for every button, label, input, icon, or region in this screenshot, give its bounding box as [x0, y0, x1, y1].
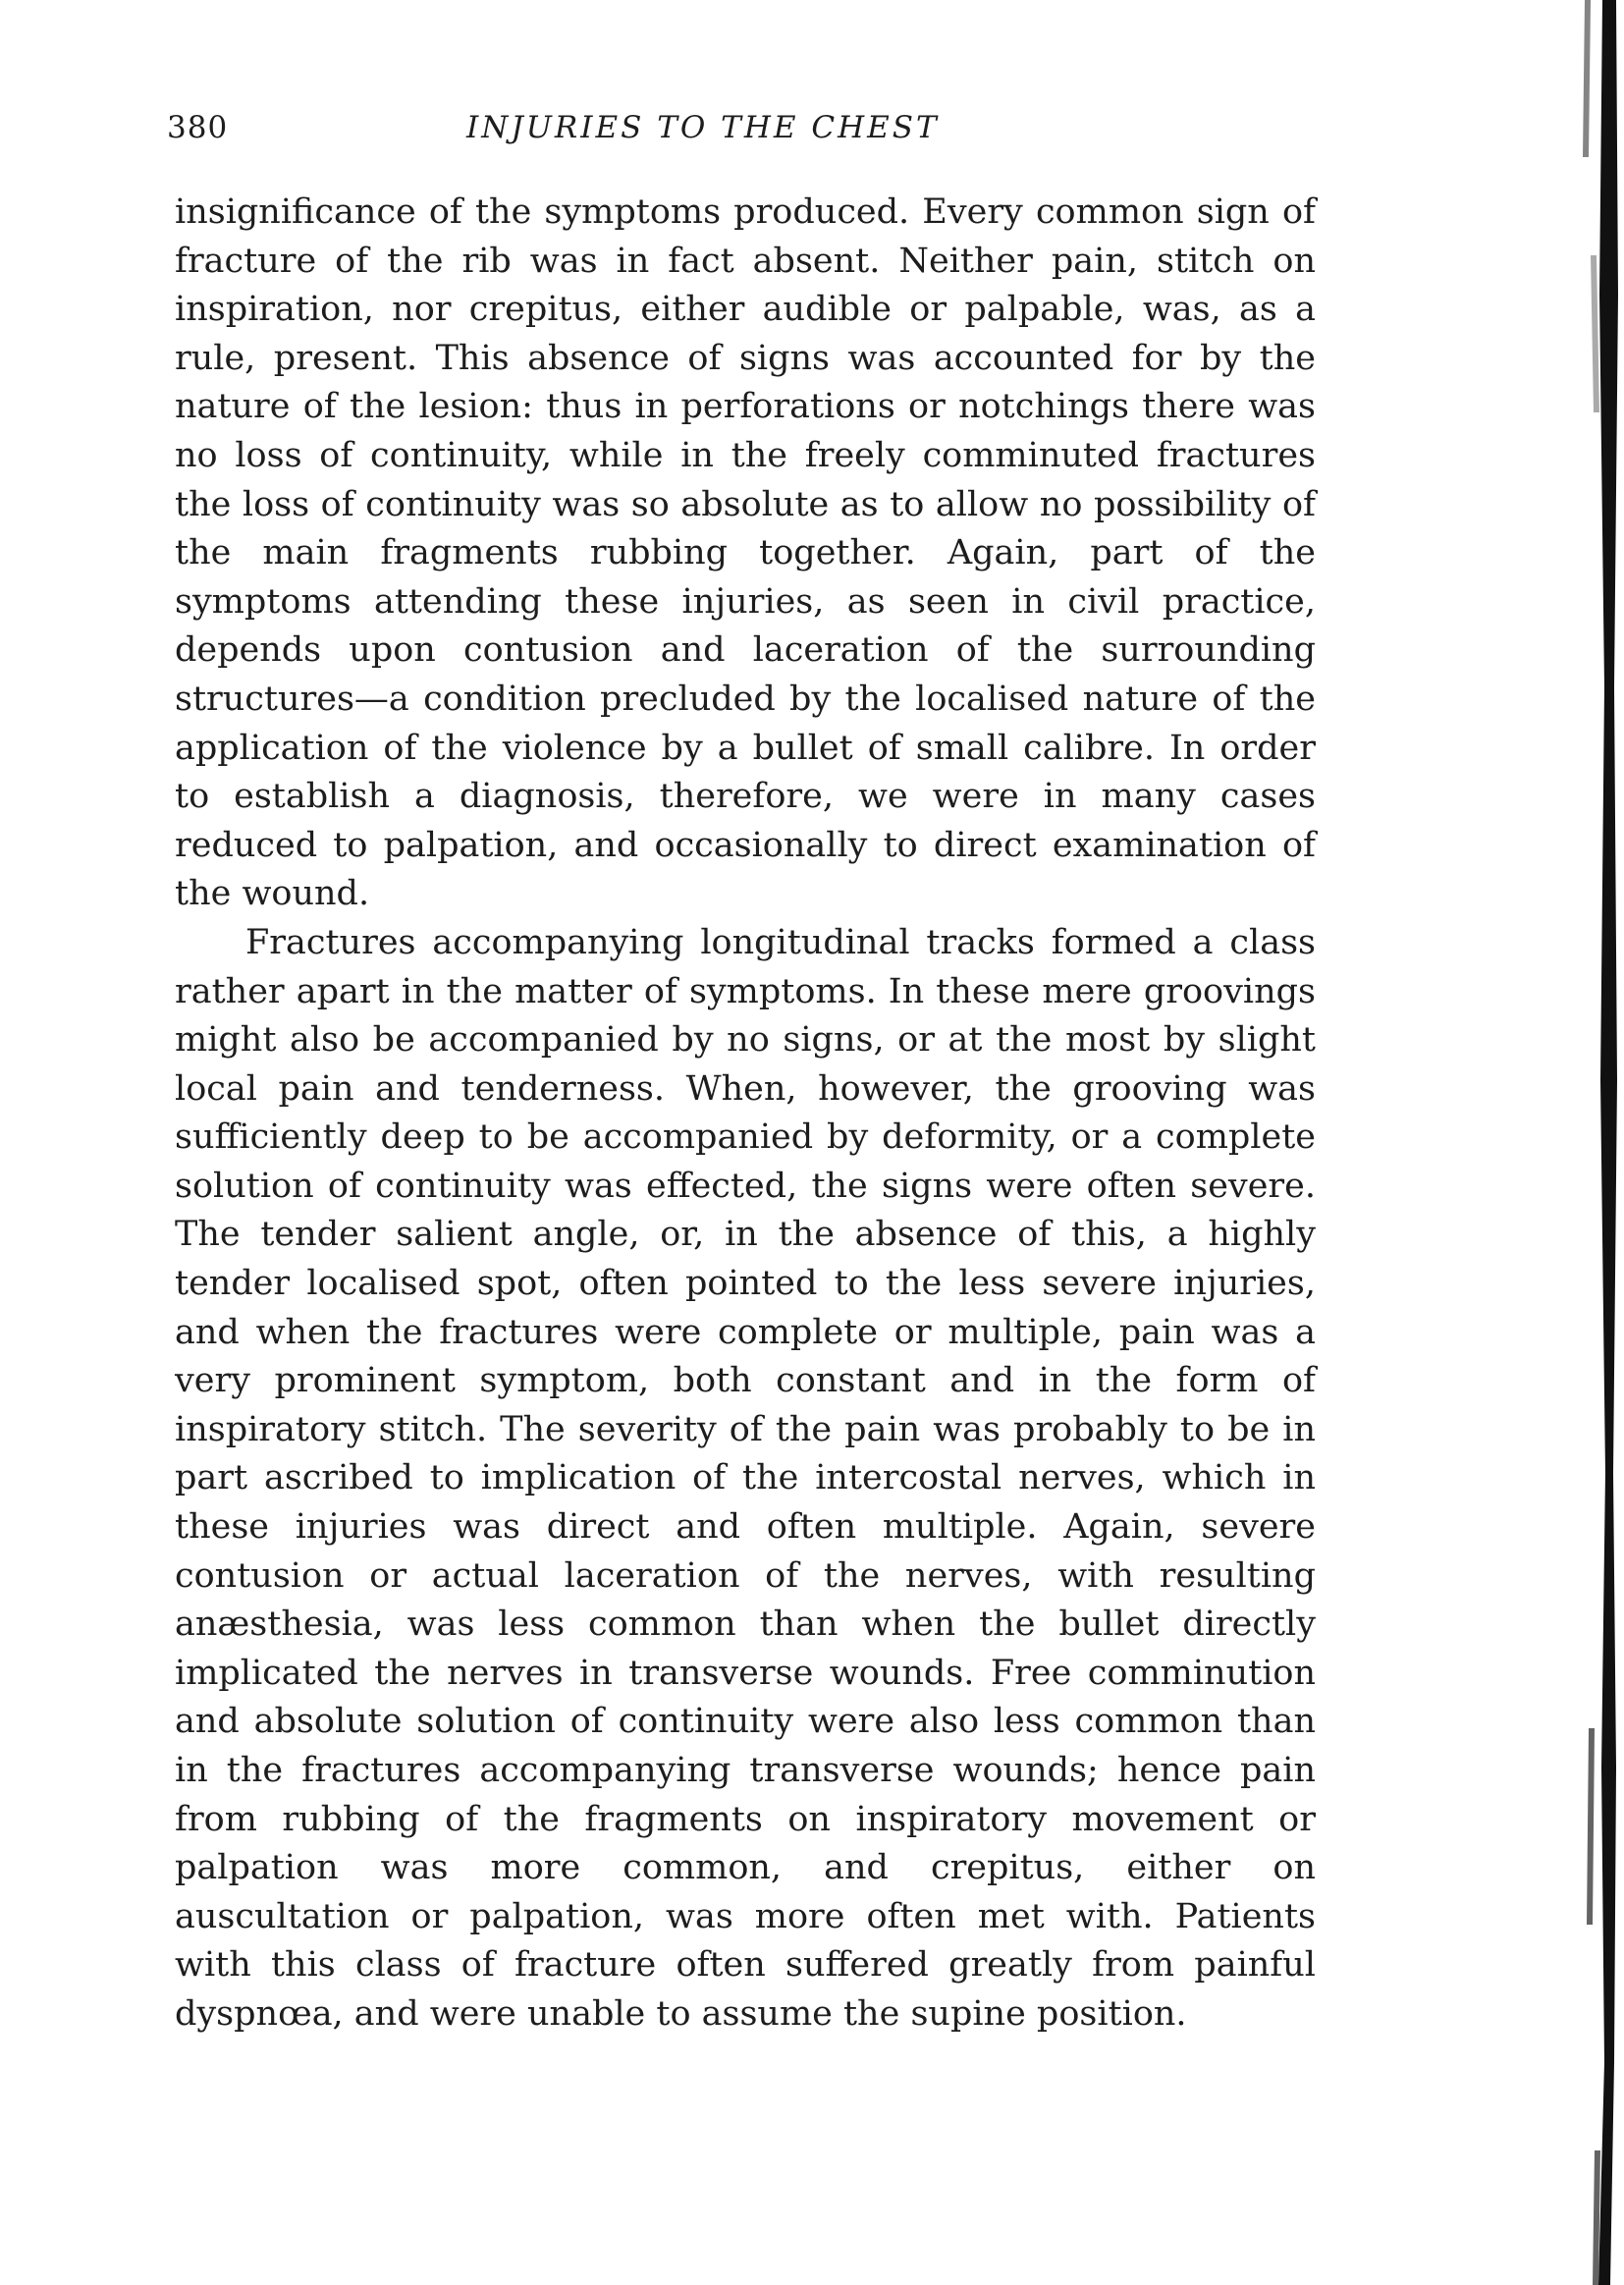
- running-head: INJURIES TO THE CHEST: [466, 110, 940, 145]
- page-number: 380: [167, 110, 229, 145]
- page-header: [167, 110, 1335, 149]
- paragraph-1: insignificance of the symptoms produced. Every common sign of fracture of the rib was in fact absent. Neither pain, stitch on inspiration, nor crepitus, either audible or palpable, was, as a rule, present. This absence of signs was accounted for by the nature of the lesion: thus in perforations or notchings there was no loss of continuity, while in the freely comminuted fractures the loss of continuity was so absolute as to allow no possibility of the main fragments rubbing together. Again, part of the symptoms attending these injuries, as seen in civil practice, depends upon contusion and laceration of the surrounding structures—a condition precluded by the localised nature of the application of the violence by a bullet of small calibre. In order to establish a diagnosis, therefore, we were in many cases reduced to palpation, and occasionally to direct examination of the wound.: [175, 192, 1316, 914]
- binding-edge-graphic: [1545, 0, 1624, 2285]
- body-text: [175, 189, 1316, 2040]
- paragraph-2: Fractures accompanying longitudinal tracks formed a class rather apart in the matter of symptoms. In these mere groovings might also be accompanied by no signs, or at the most by slight local pain and tenderness. When, however, the grooving was sufficiently deep to be accompanied by deformity, or a complete solution of continuity was effected, the signs were often severe. The tender salient angle, or, in the absence of this, a highly tender localised spot, often pointed to the less severe injuries, and when the fractures were complete or multiple, pain was a very prominent symptom, both constant and in the form of inspiratory stitch. The severity of the pain was probably to be in part ascribed to implication of the intercostal nerves, which in these injuries was direct and often multiple. Again, severe contusion or actual laceration of the nerves, with resulting anæsthesia, was less common than when the bullet directly implicated the nerves in transverse wounds. Free comminution and absolute solution of continuity were also less common than in the fractures accompanying transverse wounds; hence pain from rubbing of the fragments on inspiratory movement or palpation was more common, and crepitus, either on auscultation or palpation, was more often met with. Patients with this class of fracture often suffered greatly from painful dyspnœa, and were unable to assume the supine position.: [175, 922, 1316, 2034]
- binding-edge-shadow: [1545, 0, 1624, 2285]
